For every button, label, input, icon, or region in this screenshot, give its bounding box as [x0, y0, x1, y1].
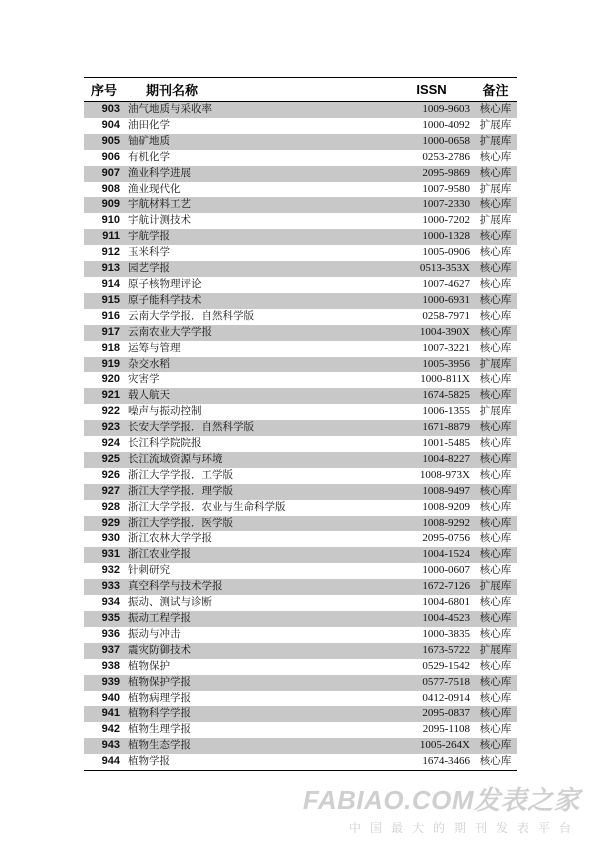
row-serial-number: 915	[101, 293, 120, 306]
table-row	[84, 357, 517, 373]
row-issn: 1004-1524	[422, 548, 470, 561]
row-serial-number: 931	[101, 548, 120, 561]
row-serial-number: 910	[101, 214, 120, 227]
row-journal-name: 浙江大学学报．理学版	[128, 484, 233, 497]
row-remarks: 核心库	[479, 659, 512, 672]
row-journal-name: 浙江农林大学学报	[128, 532, 212, 545]
row-issn: 1007-3221	[422, 341, 470, 354]
table-row	[84, 245, 517, 261]
row-remarks: 核心库	[479, 166, 512, 179]
table-row	[84, 134, 517, 150]
row-issn: 2095-0837	[422, 707, 470, 720]
row-issn: 1005-264X	[419, 739, 470, 752]
table-row	[84, 420, 517, 436]
row-serial-number: 920	[101, 373, 120, 386]
row-remarks: 扩展库	[479, 357, 512, 370]
row-journal-name: 灾害学	[128, 373, 160, 386]
row-journal-name: 宇航材料工艺	[128, 198, 191, 211]
row-journal-name: 油田化学	[128, 118, 170, 131]
row-journal-name: 园艺学报	[128, 262, 170, 275]
row-remarks: 核心库	[479, 103, 512, 115]
row-serial-number: 919	[101, 357, 120, 370]
row-issn: 1001-5485	[422, 437, 470, 450]
row-issn: 1000-1328	[422, 230, 470, 243]
row-remarks: 核心库	[479, 373, 512, 386]
row-issn: 1000-811X	[420, 373, 470, 386]
row-journal-name: 浙江大学学报．工学版	[128, 468, 233, 481]
row-remarks: 核心库	[479, 198, 512, 211]
row-issn: 1004-4523	[422, 612, 470, 624]
row-remarks: 核心库	[479, 532, 512, 545]
header-row	[84, 78, 517, 102]
row-journal-name: 植物生态学报	[128, 739, 191, 752]
row-serial-number: 940	[101, 691, 120, 704]
row-journal-name: 噪声与振动控制	[128, 405, 202, 418]
row-serial-number: 921	[101, 389, 120, 402]
row-issn: 0577-7518	[422, 675, 470, 688]
row-remarks: 核心库	[479, 596, 512, 609]
table-row	[84, 341, 517, 357]
row-remarks: 核心库	[479, 341, 512, 354]
row-issn: 1005-0906	[422, 246, 470, 259]
table-row	[84, 627, 517, 643]
table-row	[84, 388, 517, 404]
row-remarks: 核心库	[479, 421, 512, 434]
row-journal-name: 震灾防御技术	[128, 643, 191, 656]
row-journal-name: 运筹与管理	[128, 341, 181, 354]
row-issn: 1004-6801	[422, 596, 470, 609]
row-serial-number: 927	[101, 484, 120, 497]
table-row	[84, 484, 517, 500]
row-issn: 1000-6931	[422, 293, 470, 306]
row-journal-name: 针刺研究	[128, 564, 170, 577]
row-serial-number: 929	[101, 516, 120, 529]
row-issn: 1007-2330	[422, 198, 470, 211]
row-serial-number: 943	[101, 739, 120, 752]
row-journal-name: 渔业科学进展	[128, 166, 191, 179]
table-row	[84, 468, 517, 484]
table-row	[84, 293, 517, 309]
row-remarks: 扩展库	[479, 643, 512, 656]
row-remarks: 核心库	[479, 262, 512, 275]
table-row	[84, 595, 517, 611]
row-issn: 1000-0607	[422, 564, 470, 577]
row-serial-number: 938	[101, 659, 120, 672]
header-remarks: 备注	[474, 78, 517, 102]
row-journal-name: 长江科学院院报	[128, 437, 202, 450]
row-serial-number: 917	[101, 325, 120, 338]
row-journal-name: 载人航天	[128, 389, 170, 402]
row-remarks: 核心库	[479, 325, 512, 338]
table-row	[84, 516, 517, 532]
row-serial-number: 939	[101, 675, 120, 688]
row-remarks: 核心库	[479, 484, 512, 497]
table-row	[84, 229, 517, 245]
row-remarks: 核心库	[479, 723, 512, 736]
row-remarks: 核心库	[479, 707, 512, 720]
row-remarks: 核心库	[479, 293, 512, 306]
row-journal-name: 长江流域资源与环境	[128, 452, 223, 465]
row-journal-name: 浙江农业学报	[128, 548, 191, 561]
table-row	[84, 150, 517, 166]
row-issn: 1005-3956	[422, 357, 470, 370]
row-journal-name: 长安大学学报．自然科学版	[128, 421, 254, 434]
row-journal-name: 植物病理学报	[128, 691, 191, 704]
row-journal-name: 植物保护学报	[128, 675, 191, 688]
row-serial-number: 944	[84, 754, 124, 770]
row-serial-number: 909	[101, 198, 120, 211]
row-serial-number: 935	[101, 612, 120, 624]
row-issn: 0513-353X	[419, 262, 470, 275]
row-remarks: 核心库	[479, 564, 512, 577]
row-remarks: 核心库	[479, 230, 512, 243]
row-serial-number: 942	[101, 723, 120, 736]
row-issn: 1673-5722	[422, 643, 470, 656]
table-row	[84, 166, 517, 182]
table-row	[84, 182, 517, 198]
table-row	[84, 754, 517, 770]
row-journal-name: 植物学报	[124, 754, 389, 770]
row-remarks: 核心库	[479, 277, 512, 290]
row-issn: 1000-3835	[422, 627, 470, 640]
table-row	[84, 722, 517, 738]
row-serial-number: 923	[101, 421, 120, 434]
row-issn: 0258-7971	[422, 309, 470, 322]
row-issn: 1000-0658	[422, 134, 470, 147]
table-row	[84, 452, 517, 468]
header-serial-number: 序号	[84, 78, 124, 102]
table-row	[84, 547, 517, 563]
table-row	[84, 404, 517, 420]
row-journal-name: 振动与冲击	[128, 627, 181, 640]
row-journal-name: 振动、测试与诊断	[128, 596, 212, 609]
row-remarks: 扩展库	[479, 405, 512, 418]
table-row	[84, 659, 517, 675]
table-row	[84, 579, 517, 595]
row-serial-number: 911	[102, 230, 120, 243]
row-issn: 2095-0756	[422, 532, 470, 545]
row-serial-number: 924	[101, 437, 120, 450]
row-issn: 1008-9292	[422, 516, 470, 529]
table-row	[84, 563, 517, 579]
row-journal-name: 铀矿地质	[128, 134, 170, 147]
row-issn: 1004-390X	[419, 325, 470, 338]
table-row	[84, 738, 517, 754]
row-journal-name: 云南大学学报．自然科学版	[128, 309, 254, 322]
row-serial-number: 906	[101, 150, 120, 163]
row-serial-number: 925	[101, 452, 120, 465]
row-issn: 1008-9209	[422, 500, 470, 513]
table-header	[84, 78, 517, 102]
table-row	[84, 261, 517, 277]
row-serial-number: 928	[101, 500, 120, 513]
table-row	[84, 277, 517, 293]
row-journal-name: 振动工程学报	[128, 612, 191, 624]
table-row	[84, 309, 517, 325]
row-remarks: 核心库	[479, 500, 512, 513]
row-remarks: 核心库	[479, 150, 512, 163]
row-issn: 1008-973X	[419, 468, 470, 481]
row-remarks: 核心库	[479, 437, 512, 450]
row-serial-number: 905	[101, 134, 120, 147]
row-issn: 1006-1355	[422, 405, 470, 418]
row-issn: 1674-5825	[422, 389, 470, 402]
row-issn: 1672-7126	[422, 580, 470, 593]
table-row	[84, 531, 517, 547]
row-issn: 2095-9869	[422, 166, 470, 179]
row-remarks: 扩展库	[479, 580, 512, 593]
row-serial-number: 916	[101, 309, 120, 322]
row-issn: 1008-9497	[422, 484, 470, 497]
row-issn: 1000-7202	[422, 214, 470, 227]
row-remarks: 核心库	[479, 246, 512, 259]
row-issn: 1007-9580	[422, 182, 470, 195]
row-serial-number: 907	[101, 166, 120, 179]
row-remarks: 扩展库	[479, 214, 512, 227]
row-serial-number: 926	[101, 468, 120, 481]
row-serial-number: 913	[101, 262, 120, 275]
row-issn: 2095-1108	[422, 723, 470, 736]
header-journal-name: 期刊名称	[124, 78, 389, 102]
row-serial-number: 908	[101, 182, 120, 195]
row-journal-name: 植物保护	[128, 659, 170, 672]
row-issn: 1004-8227	[422, 452, 470, 465]
row-journal-name: 植物生理学报	[128, 723, 191, 736]
row-journal-name: 植物科学学报	[128, 707, 191, 720]
table-row	[84, 643, 517, 659]
row-issn: 1009-9603	[422, 103, 470, 115]
row-serial-number: 904	[101, 118, 120, 131]
row-serial-number: 937	[101, 643, 120, 656]
row-journal-name: 真空科学与技术学报	[128, 580, 223, 593]
table-row	[84, 213, 517, 229]
watermark	[303, 780, 580, 836]
journal-table	[84, 77, 517, 771]
row-journal-name: 浙江大学学报．农业与生命科学版	[128, 500, 286, 513]
row-serial-number: 932	[101, 564, 120, 577]
table-row	[84, 436, 517, 452]
row-remarks: 核心库	[479, 739, 512, 752]
row-serial-number: 914	[101, 277, 120, 290]
row-remarks: 核心库	[479, 627, 512, 640]
row-journal-name: 原子能科学技术	[128, 293, 202, 306]
row-serial-number: 933	[101, 580, 120, 593]
row-serial-number: 936	[101, 627, 120, 640]
row-journal-name: 渔业现代化	[128, 182, 181, 195]
row-remarks: 核心库	[474, 754, 517, 770]
header-issn: ISSN	[389, 78, 474, 102]
row-remarks: 核心库	[479, 548, 512, 561]
row-journal-name: 原子核物理评论	[128, 277, 202, 290]
row-issn: 1671-8879	[422, 421, 470, 434]
row-serial-number: 918	[101, 341, 120, 354]
row-remarks: 扩展库	[479, 118, 512, 131]
row-remarks: 扩展库	[479, 134, 512, 147]
row-remarks: 核心库	[479, 612, 512, 624]
table-row	[84, 118, 517, 134]
table-row	[84, 691, 517, 707]
row-serial-number: 903	[101, 103, 120, 115]
table-row	[84, 611, 517, 627]
table-row	[84, 102, 517, 118]
row-remarks: 核心库	[479, 389, 512, 402]
row-serial-number: 922	[101, 405, 120, 418]
row-serial-number: 930	[101, 532, 120, 545]
row-journal-name: 杂交水稻	[128, 357, 170, 370]
table-row	[84, 675, 517, 691]
row-serial-number: 941	[101, 707, 120, 720]
table-row	[84, 706, 517, 722]
row-serial-number: 912	[101, 246, 120, 259]
row-journal-name: 云南农业大学学报	[128, 325, 212, 338]
row-remarks: 核心库	[479, 452, 512, 465]
table-row	[84, 325, 517, 341]
row-issn: 0529-1542	[422, 659, 470, 672]
row-issn: 1000-4092	[422, 118, 470, 131]
row-remarks: 核心库	[479, 516, 512, 529]
row-remarks: 核心库	[479, 691, 512, 704]
row-issn: 0412-0914	[422, 691, 470, 704]
table-row	[84, 197, 517, 213]
row-remarks: 核心库	[479, 468, 512, 481]
row-journal-name: 浙江大学学报．医学版	[128, 516, 233, 529]
row-journal-name: 有机化学	[128, 150, 170, 163]
row-remarks: 扩展库	[479, 182, 512, 195]
row-journal-name: 油气地质与采收率	[128, 103, 212, 115]
row-remarks: 核心库	[479, 309, 512, 322]
table-row	[84, 372, 517, 388]
table-row	[84, 500, 517, 516]
row-issn: 1674-3466	[389, 754, 474, 770]
row-issn: 0253-2786	[422, 150, 470, 163]
row-serial-number: 934	[101, 596, 120, 609]
table-body	[84, 102, 517, 771]
watermark-logo-text: FABIAO.COM发表之家	[302, 785, 580, 815]
row-journal-name: 宇航学报	[128, 230, 170, 243]
row-journal-name: 宇航计测技术	[128, 214, 191, 227]
row-issn: 1007-4627	[422, 277, 470, 290]
row-journal-name: 玉米科学	[128, 246, 170, 259]
watermark-slogan: 中国最大的期刊发表平台	[348, 821, 580, 835]
row-remarks: 核心库	[479, 675, 512, 688]
